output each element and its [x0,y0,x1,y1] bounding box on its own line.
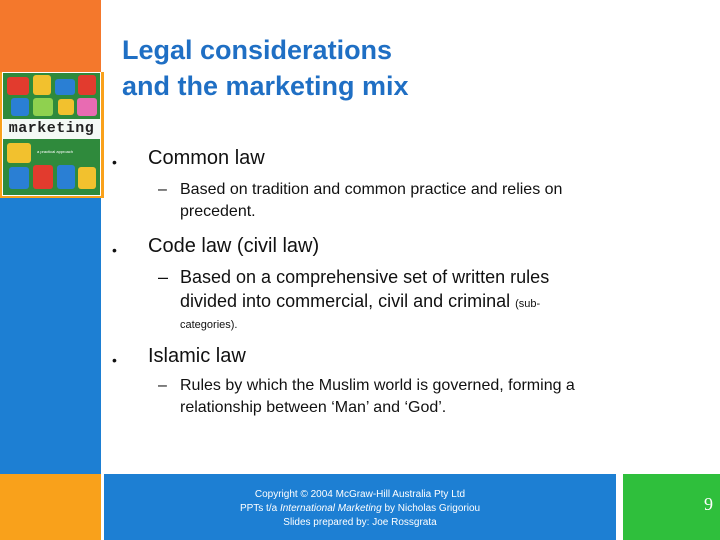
puzzle-piece [55,79,75,95]
sub-bullet-line: Based on a comprehensive set of written rules [180,267,550,287]
puzzle-piece [77,98,97,116]
sub-bullet-line: relationship between ‘Man’ and ‘God’. [180,399,447,416]
puzzle-piece [33,75,51,95]
book-cover-image [2,72,101,196]
left-bar-blue-block [0,198,104,474]
sub-bullet-line: Based on tradition and common practice and relies on [180,181,563,198]
bullet-glyph: • [112,242,117,258]
page-number-box [620,474,720,540]
book-subtitle: a practical approach [37,149,74,154]
sub-bullet-line: Rules by which the Muslim world is governed, forming a [180,377,575,394]
puzzle-piece [78,75,96,95]
puzzle-piece [57,165,75,189]
bullet-glyph: • [112,154,117,170]
footer-copyright-line: Copyright © 2004 McGraw-Hill Australia Pty Ltd [254,489,466,500]
page-number: 9 [704,494,713,514]
left-bar-bottom-block [0,474,104,540]
puzzle-piece [33,165,53,189]
footer-credit-line [104,502,616,516]
dash-glyph: – [158,377,167,394]
footer-credit-prefix: PPTs t/a [239,503,280,514]
sub-bullet-line-text: divided into commercial, civil and criminal [180,291,511,311]
footer-copyright-box [104,474,616,540]
sub-bullet-text [180,179,680,223]
puzzle-piece [33,98,53,116]
footer-text [104,488,616,530]
sub-bullet-line: precedent. [180,203,256,220]
puzzle-piece [58,99,74,115]
footer-prepared-by-line: Slides prepared by: Joe Rossgrata [283,517,437,528]
slide-title [122,32,682,104]
bullet-glyph: • [112,352,117,368]
dash-glyph: – [158,181,167,198]
sub-bullet-small-text: (sub- [515,298,541,310]
sub-bullet-text [180,265,680,334]
footer-book-title: International Marketing [279,503,382,514]
slide-title-line-1: Legal considerations [122,35,393,65]
puzzle-piece [9,167,29,189]
puzzle-piece [7,143,31,163]
puzzle-piece [11,98,29,116]
left-bar-top-block [0,0,104,72]
dash-glyph: – [158,267,169,287]
bullet-label: Code law (civil law) [148,235,320,257]
slide-title-line-2: and the marketing mix [122,71,409,101]
sub-bullet-text [180,375,680,419]
bullet-label: Common law [148,147,265,169]
footer-credit-suffix: by Nicholas Grigoriou [381,503,481,514]
puzzle-piece [7,77,29,95]
puzzle-piece [78,167,96,189]
bullet-label: Islamic law [148,345,246,367]
sub-bullet-line [180,289,680,316]
book-title: marketing [8,120,95,137]
sub-bullet-small-text: categories). [180,319,238,331]
